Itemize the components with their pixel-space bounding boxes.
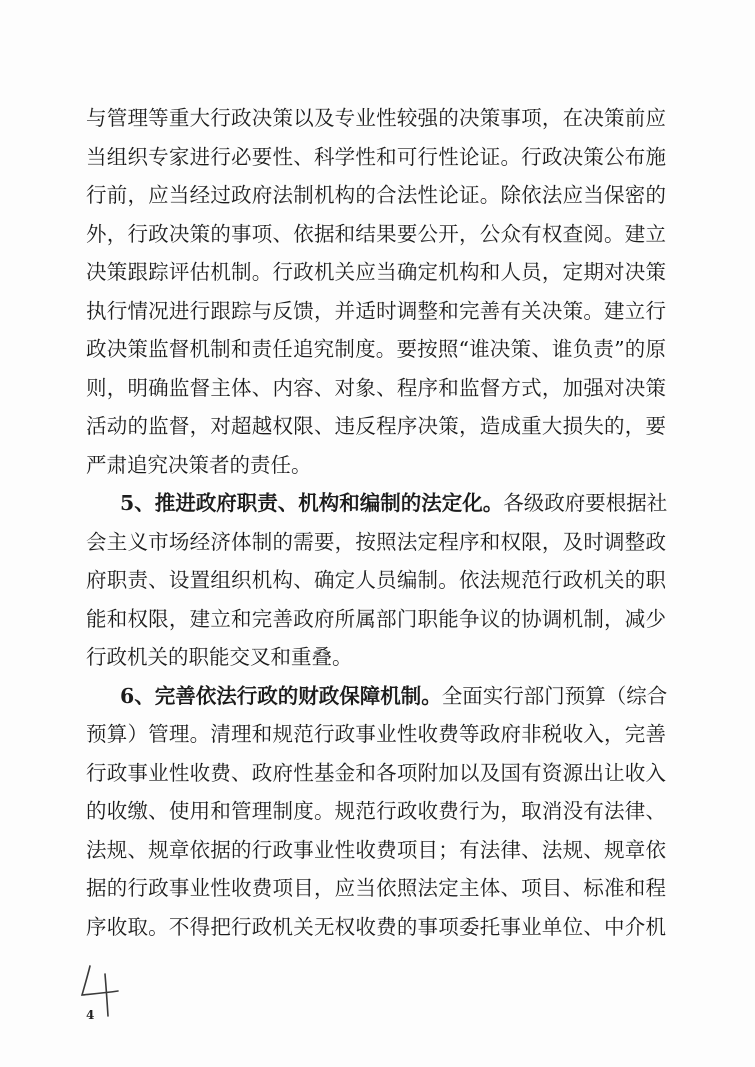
text-line: 府职责、设置组织机构、确定人员编制。依法规范行政机关的职 bbox=[86, 568, 666, 592]
item-heading: 6、完善依法行政的财政保障机制。 bbox=[120, 683, 442, 708]
text-line: 严肃追究决策者的责任。 bbox=[86, 452, 312, 477]
text-line: 预算）管理。清理和规范行政事业性收费等政府非税收入，完善 bbox=[86, 722, 666, 746]
body-text bbox=[86, 99, 666, 946]
text-line: 能和权限，建立和完善政府所属部门职能争议的协调机制，减少 bbox=[86, 606, 666, 631]
text-line: 行政机关的职能交叉和重叠。 bbox=[86, 645, 353, 669]
text-line: 会主义市场经济体制的需要，按照法定程序和权限，及时调整政 bbox=[86, 529, 666, 554]
text-line-first bbox=[86, 677, 666, 716]
paragraph-item-6 bbox=[86, 677, 666, 947]
text-line: 执行情况进行跟踪与反馈，并适时调整和完善有关决策。建立行 bbox=[86, 298, 666, 323]
text-line-first bbox=[86, 484, 666, 523]
text-line: 则，明确监督主体、内容、对象、程序和监督方式，加强对决策 bbox=[86, 375, 666, 400]
paragraph-item-5 bbox=[86, 484, 666, 677]
text-line: 政决策监督机制和责任追究制度。要按照“谁决策、谁负责”的原 bbox=[86, 337, 666, 361]
item-text: 各级政府要根据社 bbox=[503, 491, 668, 515]
text-line: 外，行政决策的事项、依据和结果要公开，公众有权查阅。建立 bbox=[86, 221, 666, 246]
text-line: 行政事业性收费、政府性基金和各项附加以及国有资源出让收入 bbox=[86, 760, 666, 785]
text-line: 与管理等重大行政决策以及专业性较强的决策事项，在决策前应 bbox=[86, 106, 666, 130]
text-line: 当组织专家进行必要性、科学性和可行性论证。行政决策公布施 bbox=[86, 144, 666, 169]
page-number: 4 bbox=[86, 1008, 95, 1022]
text-line: 据的行政事业性收费项目，应当依照法定主体、项目、标准和程 bbox=[86, 876, 666, 900]
text-line: 序收取。不得把行政机关无权收费的事项委托事业单位、中介机 bbox=[86, 914, 666, 939]
text-line: 活动的监督，对超越权限、违反程序决策，造成重大损失的，要 bbox=[86, 414, 666, 438]
text-line: 的收缴、使用和管理制度。规范行政收费行为，取消没有法律、 bbox=[86, 799, 666, 823]
handwritten-page-mark bbox=[78, 962, 124, 1020]
item-heading: 5、推进政府职责、机构和编制的法定化。 bbox=[120, 491, 504, 515]
text-line: 行前，应当经过政府法制机构的合法性论证。除依法应当保密的 bbox=[86, 183, 666, 207]
item-text: 全面实行部门预算（综合 bbox=[441, 683, 668, 708]
text-line: 决策跟踪评估机制。行政机关应当确定机构和人员，定期对决策 bbox=[86, 260, 666, 284]
paragraph-decision-supervision bbox=[86, 99, 666, 484]
text-line: 法规、规章依据的行政事业性收费项目；有法律、法规、规章依 bbox=[86, 837, 666, 862]
